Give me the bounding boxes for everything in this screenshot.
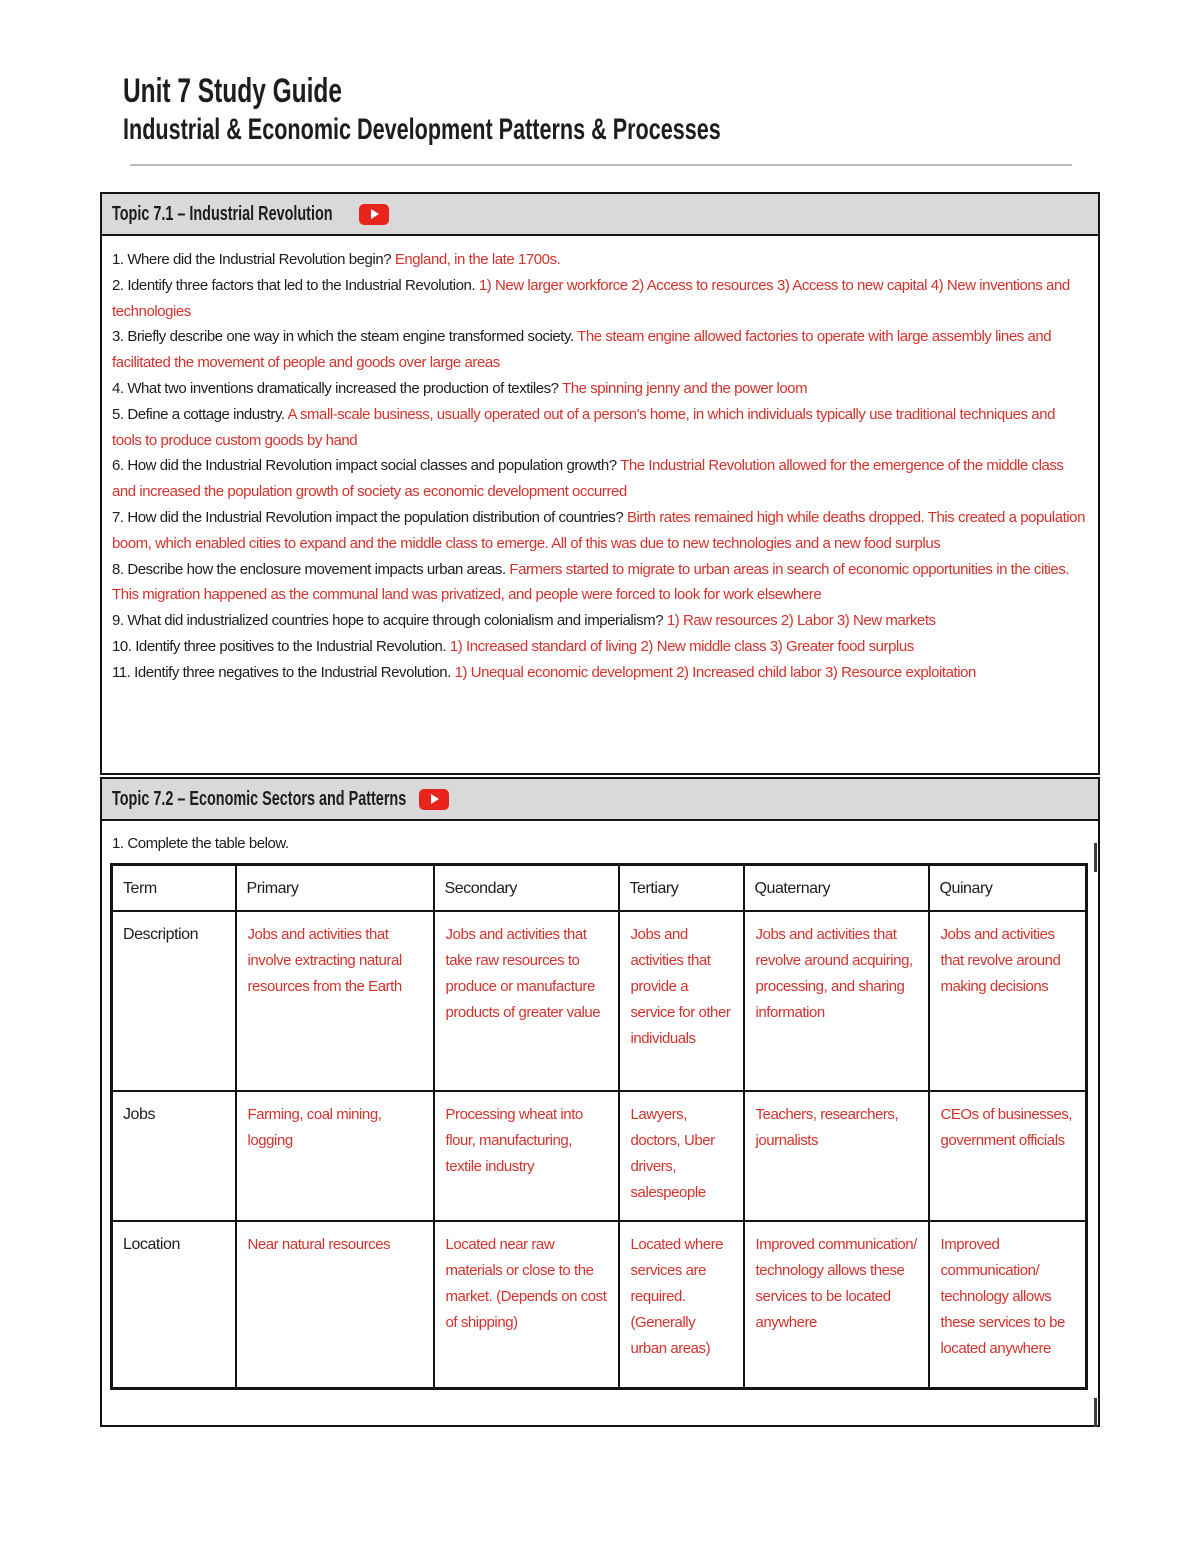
question-answer-row xyxy=(112,247,1088,273)
topic-7-1-heading: Topic 7.1 – Industrial Revolution xyxy=(112,203,333,225)
question-text: 2. Identify three factors that led to the Industrial Revolution. xyxy=(112,276,479,294)
economic-sectors-table xyxy=(110,863,1088,1390)
table-row-description xyxy=(112,911,1087,1091)
question-text: 8. Describe how the enclosure movement impacts urban areas. xyxy=(112,560,510,578)
column-header-quaternary: Quaternary xyxy=(744,865,929,911)
table-answer-cell: Lawyers, doctors, Uber drivers, salespeople xyxy=(619,1091,744,1221)
column-header-term: Term xyxy=(112,865,236,911)
table-answer-cell: Teachers, researchers, journalists xyxy=(744,1091,929,1221)
page-title: Unit 7 Study Guide xyxy=(123,72,342,110)
content-column xyxy=(100,192,1100,1427)
title-divider xyxy=(130,164,1072,166)
question-text: 5. Define a cottage industry. xyxy=(112,405,288,423)
column-header-quinary: Quinary xyxy=(929,865,1087,911)
question-answer-row xyxy=(112,660,1088,686)
answer-text: Farmers started to migrate to urban areas in search of economic opportunities in the cities. This migration happened as the communal land was privatized, and people were forced to look for work elsewhere xyxy=(112,560,1070,604)
table-answer-cell: Located where services are required. (Generally urban areas) xyxy=(619,1221,744,1389)
table-answer-cell: Jobs and activities that provide a service for other individuals xyxy=(619,911,744,1091)
page-title-row xyxy=(123,72,1200,110)
question-answer-row xyxy=(112,634,1088,660)
text-cursor xyxy=(1094,843,1097,872)
answer-text: 1) New larger workforce 2) Access to resources 3) Access to new capital 4) New inventions and technologies xyxy=(112,276,1070,320)
topic-7-2-header xyxy=(100,777,1100,821)
table-header-row xyxy=(112,865,1087,911)
row-label: Description xyxy=(112,911,236,1091)
question-answer-row xyxy=(112,608,1088,634)
topic-7-1-header xyxy=(100,192,1100,236)
question-answer-row xyxy=(112,376,1088,402)
answer-text: The steam engine allowed factories to operate with large assembly lines and facilitated the movement of people and goods over large areas xyxy=(112,328,1052,372)
question-text: 9. What did industrialized countries hope to acquire through colonialism and imperialism? xyxy=(112,612,667,630)
question-text: 10. Identify three positives to the Industrial Revolution. xyxy=(112,637,450,655)
row-label: Location xyxy=(112,1221,236,1389)
table-answer-cell: CEOs of businesses, government officials xyxy=(929,1091,1087,1221)
answer-text: The Industrial Revolution allowed for the emergence of the middle class and increased the population growth of society as economic development occurred xyxy=(112,457,1064,501)
row-label: Jobs xyxy=(112,1091,236,1221)
answer-text: 1) Unequal economic development 2) Increased child labor 3) Resource exploitation xyxy=(454,663,976,681)
table-answer-cell: Jobs and activities that revolve around acquiring, processing, and sharing information xyxy=(744,911,929,1091)
table-answer-cell: Jobs and activities that involve extracting natural resources from the Earth xyxy=(236,911,434,1091)
question-answer-row xyxy=(112,557,1088,609)
table-answer-cell: Improved communication/ technology allows these services to be located anywhere xyxy=(744,1221,929,1389)
topic-7-2-heading: Topic 7.2 – Economic Sectors and Patterns xyxy=(112,788,407,810)
topic-7-1-heading-wrap xyxy=(112,201,359,227)
table-answer-cell: Processing wheat into flour, manufacturing, textile industry xyxy=(434,1091,619,1221)
column-header-primary: Primary xyxy=(236,865,434,911)
page-subtitle-row xyxy=(123,113,1200,147)
table-row-location xyxy=(112,1221,1087,1389)
column-header-secondary: Secondary xyxy=(434,865,619,911)
table-instruction: 1. Complete the table below. xyxy=(112,835,289,852)
question-text: 4. What two inventions dramatically increased the production of textiles? xyxy=(112,379,563,397)
question-text: 1. Where did the Industrial Revolution begin? xyxy=(112,251,395,268)
question-text: 3. Briefly describe one way in which the steam engine transformed society. xyxy=(112,328,578,346)
question-text: 7. How did the Industrial Revolution impact the population distribution of countries? xyxy=(112,508,627,526)
question-answer-row xyxy=(112,505,1088,557)
question-text: 6. How did the Industrial Revolution impact social classes and population growth? xyxy=(112,457,621,475)
table-row-jobs xyxy=(112,1091,1087,1221)
page-subtitle: Industrial & Economic Development Patterns & Processes xyxy=(123,113,721,146)
answer-text: 1) Raw resources 2) Labor 3) New markets xyxy=(666,612,936,630)
play-icon xyxy=(431,794,439,804)
column-header-tertiary: Tertiary xyxy=(619,865,744,911)
answer-text: England, in the late 1700s. xyxy=(394,251,561,268)
table-answer-cell: Near natural resources xyxy=(236,1221,434,1389)
table-answer-cell: Jobs and activities that revolve around making decisions xyxy=(929,911,1087,1091)
topic-7-2-heading-wrap xyxy=(112,786,419,812)
topic-7-1-questions xyxy=(100,236,1100,775)
topic-7-2-body xyxy=(100,821,1100,1427)
table-answer-cell: Improved communication/ technology allows these services to be located anywhere xyxy=(929,1221,1087,1389)
answer-text: 1) Increased standard of living 2) New middle class 3) Greater food surplus xyxy=(449,637,914,655)
youtube-icon[interactable] xyxy=(419,789,449,810)
question-answer-row xyxy=(112,402,1088,454)
question-answer-row xyxy=(112,273,1088,325)
table-answer-cell: Jobs and activities that take raw resources to produce or manufacture products of greater value xyxy=(434,911,619,1091)
answer-text: A small-scale business, usually operated out of a person's home, in which individuals typically use traditional techniques and tools to produce custom goods by hand xyxy=(112,405,1055,449)
youtube-icon[interactable] xyxy=(359,204,389,225)
section-topic-7-2 xyxy=(100,777,1100,1427)
answer-text: The spinning jenny and the power loom xyxy=(562,379,808,397)
answer-text: Birth rates remained high while deaths dropped. This created a population boom, which enabled cities to expand and the middle class to emerge. All of this was due to new technologies and a new food surplus xyxy=(112,508,1085,552)
question-answer-row xyxy=(112,453,1088,505)
question-answer-row xyxy=(112,324,1088,376)
question-text: 11. Identify three negatives to the Industrial Revolution. xyxy=(112,663,455,681)
table-answer-cell: Farming, coal mining, logging xyxy=(236,1091,434,1221)
section-topic-7-1 xyxy=(100,192,1100,775)
text-cursor xyxy=(1094,1398,1097,1427)
table-answer-cell: Located near raw materials or close to the market. (Depends on cost of shipping) xyxy=(434,1221,619,1389)
play-icon xyxy=(371,209,379,219)
